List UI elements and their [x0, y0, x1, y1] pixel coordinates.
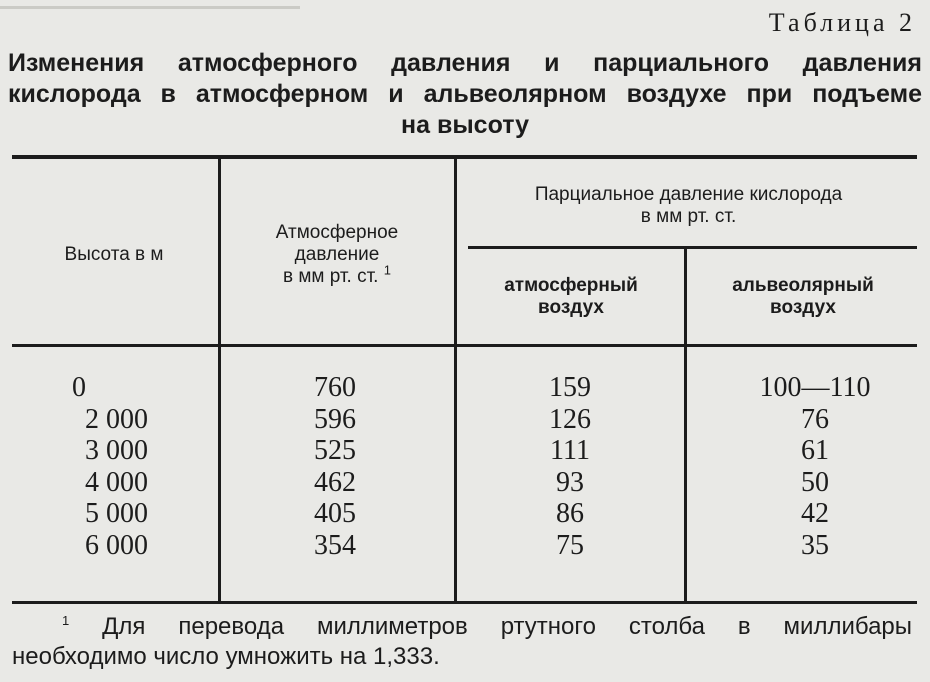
cell-o2-alv: 100—110 — [759, 372, 871, 403]
header-partial-pressure — [460, 184, 917, 228]
title-line-3: на высоту — [401, 111, 529, 139]
cropped-previous-line — [0, 0, 300, 9]
cell-height: 3 000 — [85, 435, 148, 466]
cell-atm-pressure: 760 — [314, 372, 356, 403]
footnote-line-2: необходимо число умножить на 1,333. — [12, 643, 440, 670]
column-divider-3-body — [684, 347, 687, 601]
footnote-text-1: Для перевода миллиметров ртутного столба в миллибары — [102, 613, 913, 640]
cell-o2-alv: 61 — [801, 435, 829, 466]
cell-o2-atm: 93 — [556, 466, 584, 498]
table-number: Таблица 2 — [768, 8, 916, 37]
cell-o2-alv: 76 — [801, 403, 829, 435]
header-bottom-rule — [12, 344, 917, 347]
title-line-1: Изменения атмосферного давления и парциального давления — [8, 49, 922, 77]
column-atm-pressure — [280, 372, 390, 561]
title-line-2: кислорода в атмосферном и альвеолярном воздухе при подъеме — [8, 80, 922, 108]
header-atm-pressure-line-1: Атмосферное — [275, 222, 399, 243]
cell-o2-atm: 111 — [550, 435, 590, 466]
column-divider-2 — [454, 159, 457, 344]
cell-atm-pressure: 462 — [314, 466, 356, 498]
cell-atm-pressure: 405 — [314, 498, 356, 529]
header-atm-air-line-1: атмосферный — [504, 275, 638, 296]
header-atm-pressure-line-2: давление — [294, 244, 380, 265]
cell-atm-pressure: 525 — [314, 435, 356, 466]
cell-atm-pressure: 596 — [314, 403, 356, 435]
cell-height: 0 — [72, 372, 86, 403]
footnote-ref: 1 — [383, 262, 391, 278]
cell-o2-atm: 86 — [556, 498, 584, 529]
cell-height: 5 000 — [85, 498, 148, 529]
cell-o2-atm: 75 — [556, 529, 584, 561]
header-partial-line-2: в мм рт. ст. — [640, 206, 737, 227]
column-divider-1 — [218, 159, 221, 344]
table-top-rule — [12, 155, 917, 159]
column-o2-alv — [740, 372, 890, 561]
cell-atm-pressure: 354 — [314, 529, 356, 561]
header-alv-air — [690, 275, 916, 319]
table-bottom-rule — [12, 601, 917, 604]
cell-height: 6 000 — [85, 529, 148, 561]
cell-o2-atm: 159 — [549, 372, 591, 403]
header-atm-pressure — [222, 222, 452, 288]
header-atm-pressure-line-3 — [222, 262, 452, 288]
header-partial-line-1: Парциальное давление кислорода — [534, 184, 843, 205]
header-alv-air-line-1: альвеолярный — [732, 275, 874, 296]
subheader-rule — [468, 246, 917, 249]
footnote-mark: 1 — [62, 613, 70, 628]
header-atm-pressure-units: в мм рт. ст. — [283, 266, 379, 287]
column-o2-atm — [520, 372, 620, 561]
cell-o2-atm: 126 — [549, 403, 591, 435]
cell-o2-alv: 35 — [801, 529, 829, 561]
header-atm-air — [460, 275, 682, 319]
column-divider-1-body — [218, 347, 221, 601]
footnote-line-1 — [12, 612, 912, 642]
cell-o2-alv: 50 — [801, 466, 829, 498]
cell-o2-alv: 42 — [801, 498, 829, 529]
header-atm-air-line-2: воздух — [538, 297, 604, 318]
footnote — [12, 612, 912, 672]
column-height — [20, 372, 148, 561]
table-title — [8, 48, 922, 141]
header-height: Высота в м — [64, 244, 164, 265]
cell-height: 4 000 — [85, 466, 148, 498]
column-divider-3 — [684, 249, 687, 344]
column-divider-2-body — [454, 347, 457, 601]
header-alv-air-line-2: воздух — [770, 297, 836, 318]
cell-height: 2 000 — [85, 403, 148, 435]
